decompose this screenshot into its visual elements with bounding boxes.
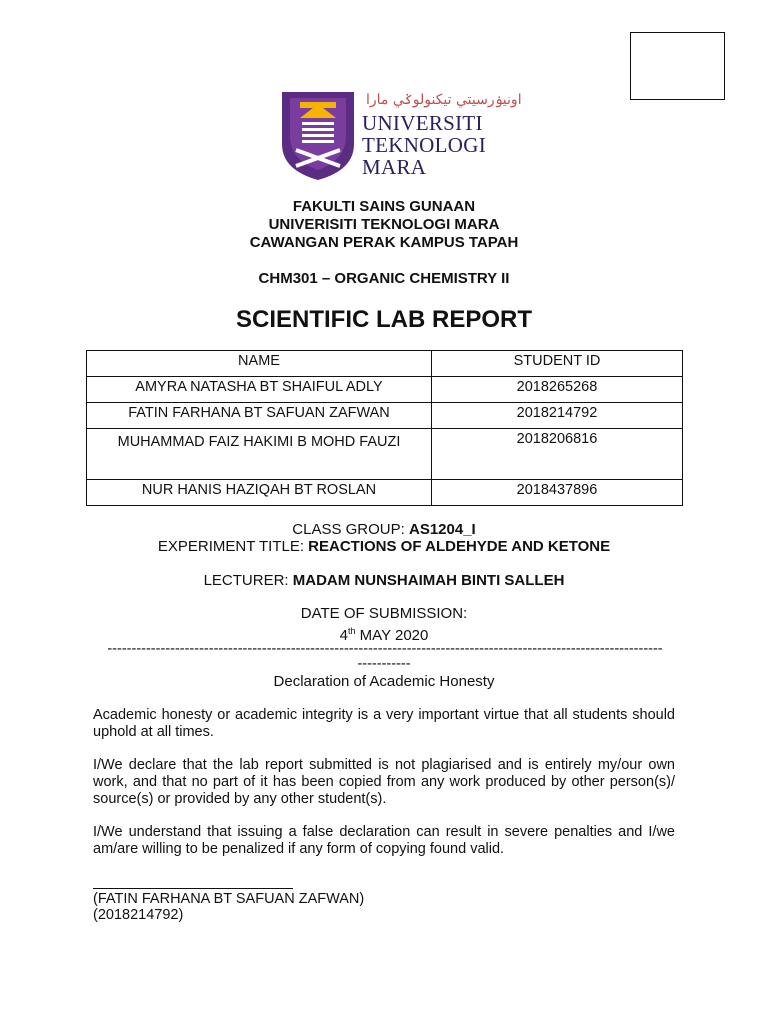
student-id: 2018437896 bbox=[432, 480, 683, 506]
declaration-paragraph-2: I/We declare that the lab report submitted is not plagiarised and is entirely my/our own work, and that no part of it has been copied from any work produced by other person(s)/ source(s) or provided by any other student(s). bbox=[93, 757, 675, 807]
table-row bbox=[87, 429, 683, 480]
table-header-row bbox=[87, 351, 683, 377]
student-name: AMYRA NATASHA BT SHAIFUL ADLY bbox=[87, 377, 432, 403]
student-name: FATIN FARHANA BT SAFUAN ZAFWAN bbox=[87, 403, 432, 429]
declaration-paragraph-3: I/We understand that issuing a false declaration can result in severe penalties and I/we am/are willing to be penalized if any form of copying found valid. bbox=[93, 824, 675, 857]
student-name: MUHAMMAD FAIZ HAKIMI B MOHD FAUZI bbox=[87, 429, 432, 480]
table-row bbox=[87, 377, 683, 403]
class-group: CLASS GROUP: AS1204_I bbox=[292, 521, 476, 538]
student-id: 2018206816 bbox=[432, 429, 683, 480]
university-name: UNIVERISITI TEKNOLOGI MARA bbox=[268, 216, 500, 233]
university-wordmark: UNIVERSITI TEKNOLOGI MARA bbox=[362, 111, 487, 179]
student-id: 2018214792 bbox=[432, 403, 683, 429]
signatory-id: (2018214792) bbox=[93, 907, 184, 923]
declaration-heading: Declaration of Academic Honesty bbox=[273, 673, 495, 690]
signature-line bbox=[93, 888, 293, 889]
signatory-name: (FATIN FARHANA BT SAFUAN ZAFWAN) bbox=[93, 891, 365, 907]
student-name: NUR HANIS HAZIQAH BT ROSLAN bbox=[87, 480, 432, 506]
report-title: SCIENTIFIC LAB REPORT bbox=[235, 306, 532, 333]
separator-line-continued: ----------- bbox=[357, 656, 411, 672]
lecturer: LECTURER: MADAM NUNSHAIMAH BINTI SALLEH bbox=[203, 572, 565, 589]
stamp-box bbox=[630, 32, 725, 100]
declaration-paragraph-1: Academic honesty or academic integrity is a very important virtue that all students should uphold at all times. bbox=[93, 707, 675, 740]
university-jawi-name: اونيۏرسيتي تيكنولوݢي مارا bbox=[366, 92, 522, 108]
course-code: CHM301 – ORGANIC CHEMISTRY II bbox=[258, 270, 510, 287]
submission-date: 4th MAY 2020 bbox=[339, 626, 429, 644]
experiment-title: EXPERIMENT TITLE: REACTIONS OF ALDEHYDE AND KETONE bbox=[157, 538, 611, 555]
name-header: NAME bbox=[87, 351, 432, 377]
campus-name: CAWANGAN PERAK KAMPUS TAPAH bbox=[249, 234, 519, 251]
table-row bbox=[87, 403, 683, 429]
id-header: STUDENT ID bbox=[432, 351, 683, 377]
student-id: 2018265268 bbox=[432, 377, 683, 403]
faculty-name: FAKULTI SAINS GUNAAN bbox=[292, 198, 476, 215]
separator-line: ------------------------------------------------------------------------------------------------------------------- bbox=[107, 641, 663, 657]
student-table bbox=[86, 350, 683, 506]
submission-label: DATE OF SUBMISSION: bbox=[300, 605, 468, 622]
table-row bbox=[87, 480, 683, 506]
